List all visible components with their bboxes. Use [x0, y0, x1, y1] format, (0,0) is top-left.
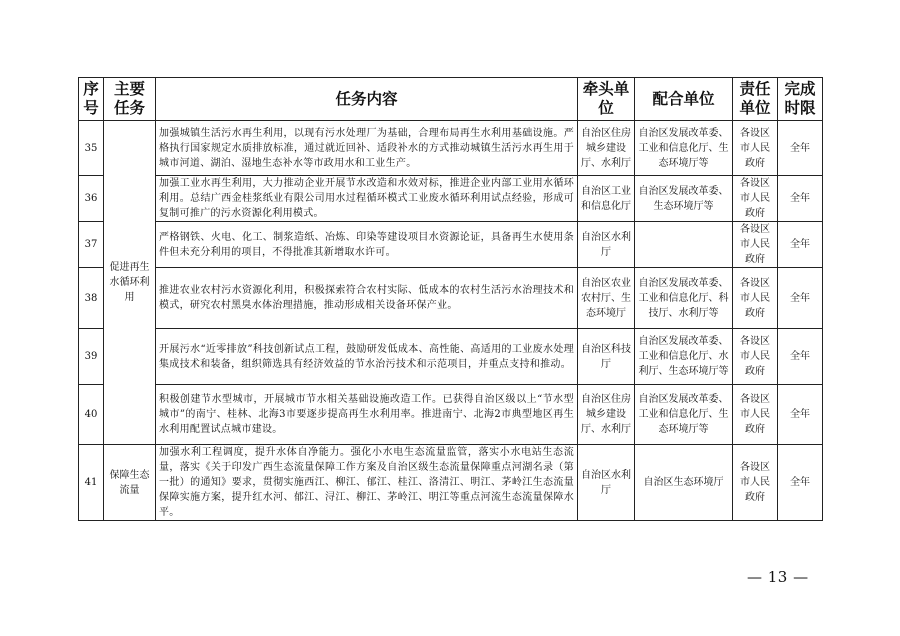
time-limit: 全年 [778, 222, 823, 268]
coop-unit: 自治区发展改革委、工业和信息化厅、水利厅、生态环境厅等 [635, 329, 733, 385]
lead-unit: 自治区工业和信息化厅 [578, 176, 635, 222]
time-limit: 全年 [778, 268, 823, 329]
task-content: 开展污水“近零排放”科技创新试点工程，鼓励研发低成本、高性能、高适用的工业废水处理集成技术和装备，组织筛选具有经济效益的节水治污技术和示范项目，并重点支持和推动。 [156, 329, 578, 385]
row-num: 38 [79, 268, 104, 329]
table-row [79, 385, 823, 445]
lead-unit: 自治区住房城乡建设厅、水利厅 [578, 385, 635, 445]
header-resp: 责任单位 [733, 78, 778, 121]
coop-unit: 自治区发展改革委、生态环境厅等 [635, 176, 733, 222]
header-content: 任务内容 [156, 78, 578, 121]
task-content: 积极创建节水型城市，开展城市节水相关基础设施改造工作。已获得自治区级以上“节水型城市”的南宁、桂林、北海3市要逐步提高再生水利用率。推进南宁、北海2市典型地区再生水利用配置试点城市建设。 [156, 385, 578, 445]
row-num: 41 [79, 445, 104, 521]
header-num: 序号 [79, 78, 104, 121]
row-num: 37 [79, 222, 104, 268]
task-content: 加强水利工程调度，提升水体自净能力。强化小水电生态流量监管，落实小水电站生态流量，落实《关于印发广西生态流量保障工作方案及自治区级生态流量保障重点河湖名录（第一批）的通知》要求，贯彻实施西江、柳江、郁江、桂江、洛清江、明江、茅岭江生态流量保障实施方案，提升红水河、郁江、浔江、柳江、茅岭江、明江等重点河流生态流量保障水平。 [156, 445, 578, 521]
resp-unit: 各设区市人民政府 [733, 176, 778, 222]
lead-unit: 自治区水利厅 [578, 222, 635, 268]
time-limit: 全年 [778, 176, 823, 222]
resp-unit: 各设区市人民政府 [733, 121, 778, 176]
row-num: 40 [79, 385, 104, 445]
task-table [78, 77, 823, 521]
table-row [79, 222, 823, 268]
time-limit: 全年 [778, 445, 823, 521]
page-number: — 13 — [747, 568, 809, 586]
lead-unit: 自治区水利厅 [578, 445, 635, 521]
coop-unit: 自治区生态环境厅 [635, 445, 733, 521]
table-header-row [79, 78, 823, 121]
time-limit: 全年 [778, 329, 823, 385]
table-row [79, 445, 823, 521]
resp-unit: 各设区市人民政府 [733, 268, 778, 329]
resp-unit: 各设区市人民政府 [733, 222, 778, 268]
row-num: 35 [79, 121, 104, 176]
task-content: 推进农业农村污水资源化利用，积极探索符合农村实际、低成本的农村生活污水治理技术和模式，研究农村黑臭水体治理措施，推动形成相关设备环保产业。 [156, 268, 578, 329]
main-task-cell: 促进再生水循环利用 [104, 121, 156, 445]
resp-unit: 各设区市人民政府 [733, 385, 778, 445]
task-content: 加强城镇生活污水再生利用，以现有污水处理厂为基础，合理布局再生水利用基础设施。严格执行国家规定水质排放标准，通过就近回补、适段补水的方式推动城镇生活污水再生用于城市河道、湖泊、湿地生态补水等市政用水和工业生产。 [156, 121, 578, 176]
table-row [79, 268, 823, 329]
lead-unit: 自治区住房城乡建设厅、水利厅 [578, 121, 635, 176]
row-num: 39 [79, 329, 104, 385]
resp-unit: 各设区市人民政府 [733, 329, 778, 385]
lead-unit: 自治区科技厅 [578, 329, 635, 385]
header-coop: 配合单位 [635, 78, 733, 121]
coop-unit [635, 222, 733, 268]
table-row [79, 121, 823, 176]
time-limit: 全年 [778, 121, 823, 176]
header-time: 完成时限 [778, 78, 823, 121]
resp-unit: 各设区市人民政府 [733, 445, 778, 521]
coop-unit: 自治区发展改革委、工业和信息化厅、科技厅、水利厅等 [635, 268, 733, 329]
coop-unit: 自治区发展改革委、工业和信息化厅、生态环境厅等 [635, 121, 733, 176]
time-limit: 全年 [778, 385, 823, 445]
header-lead: 牵头单位 [578, 78, 635, 121]
task-content: 严格钢铁、火电、化工、制浆造纸、冶炼、印染等建设项目水资源论证，具备再生水使用条件但未充分利用的项目，不得批准其新增取水许可。 [156, 222, 578, 268]
header-main-task: 主要任务 [104, 78, 156, 121]
table-row [79, 176, 823, 222]
main-task-cell: 保障生态流量 [104, 445, 156, 521]
coop-unit: 自治区发展改革委、工业和信息化厅、生态环境厅等 [635, 385, 733, 445]
row-num: 36 [79, 176, 104, 222]
table-row [79, 329, 823, 385]
task-content: 加强工业水再生利用，大力推动企业开展节水改造和水效对标，推进企业内部工业用水循环利用。总结广西金桂浆纸业有限公司用水过程循环模式工业废水循环利用试点经验，形成可复制可推广的污水资源化利用模式。 [156, 176, 578, 222]
lead-unit: 自治区农业农村厅、生态环境厅 [578, 268, 635, 329]
